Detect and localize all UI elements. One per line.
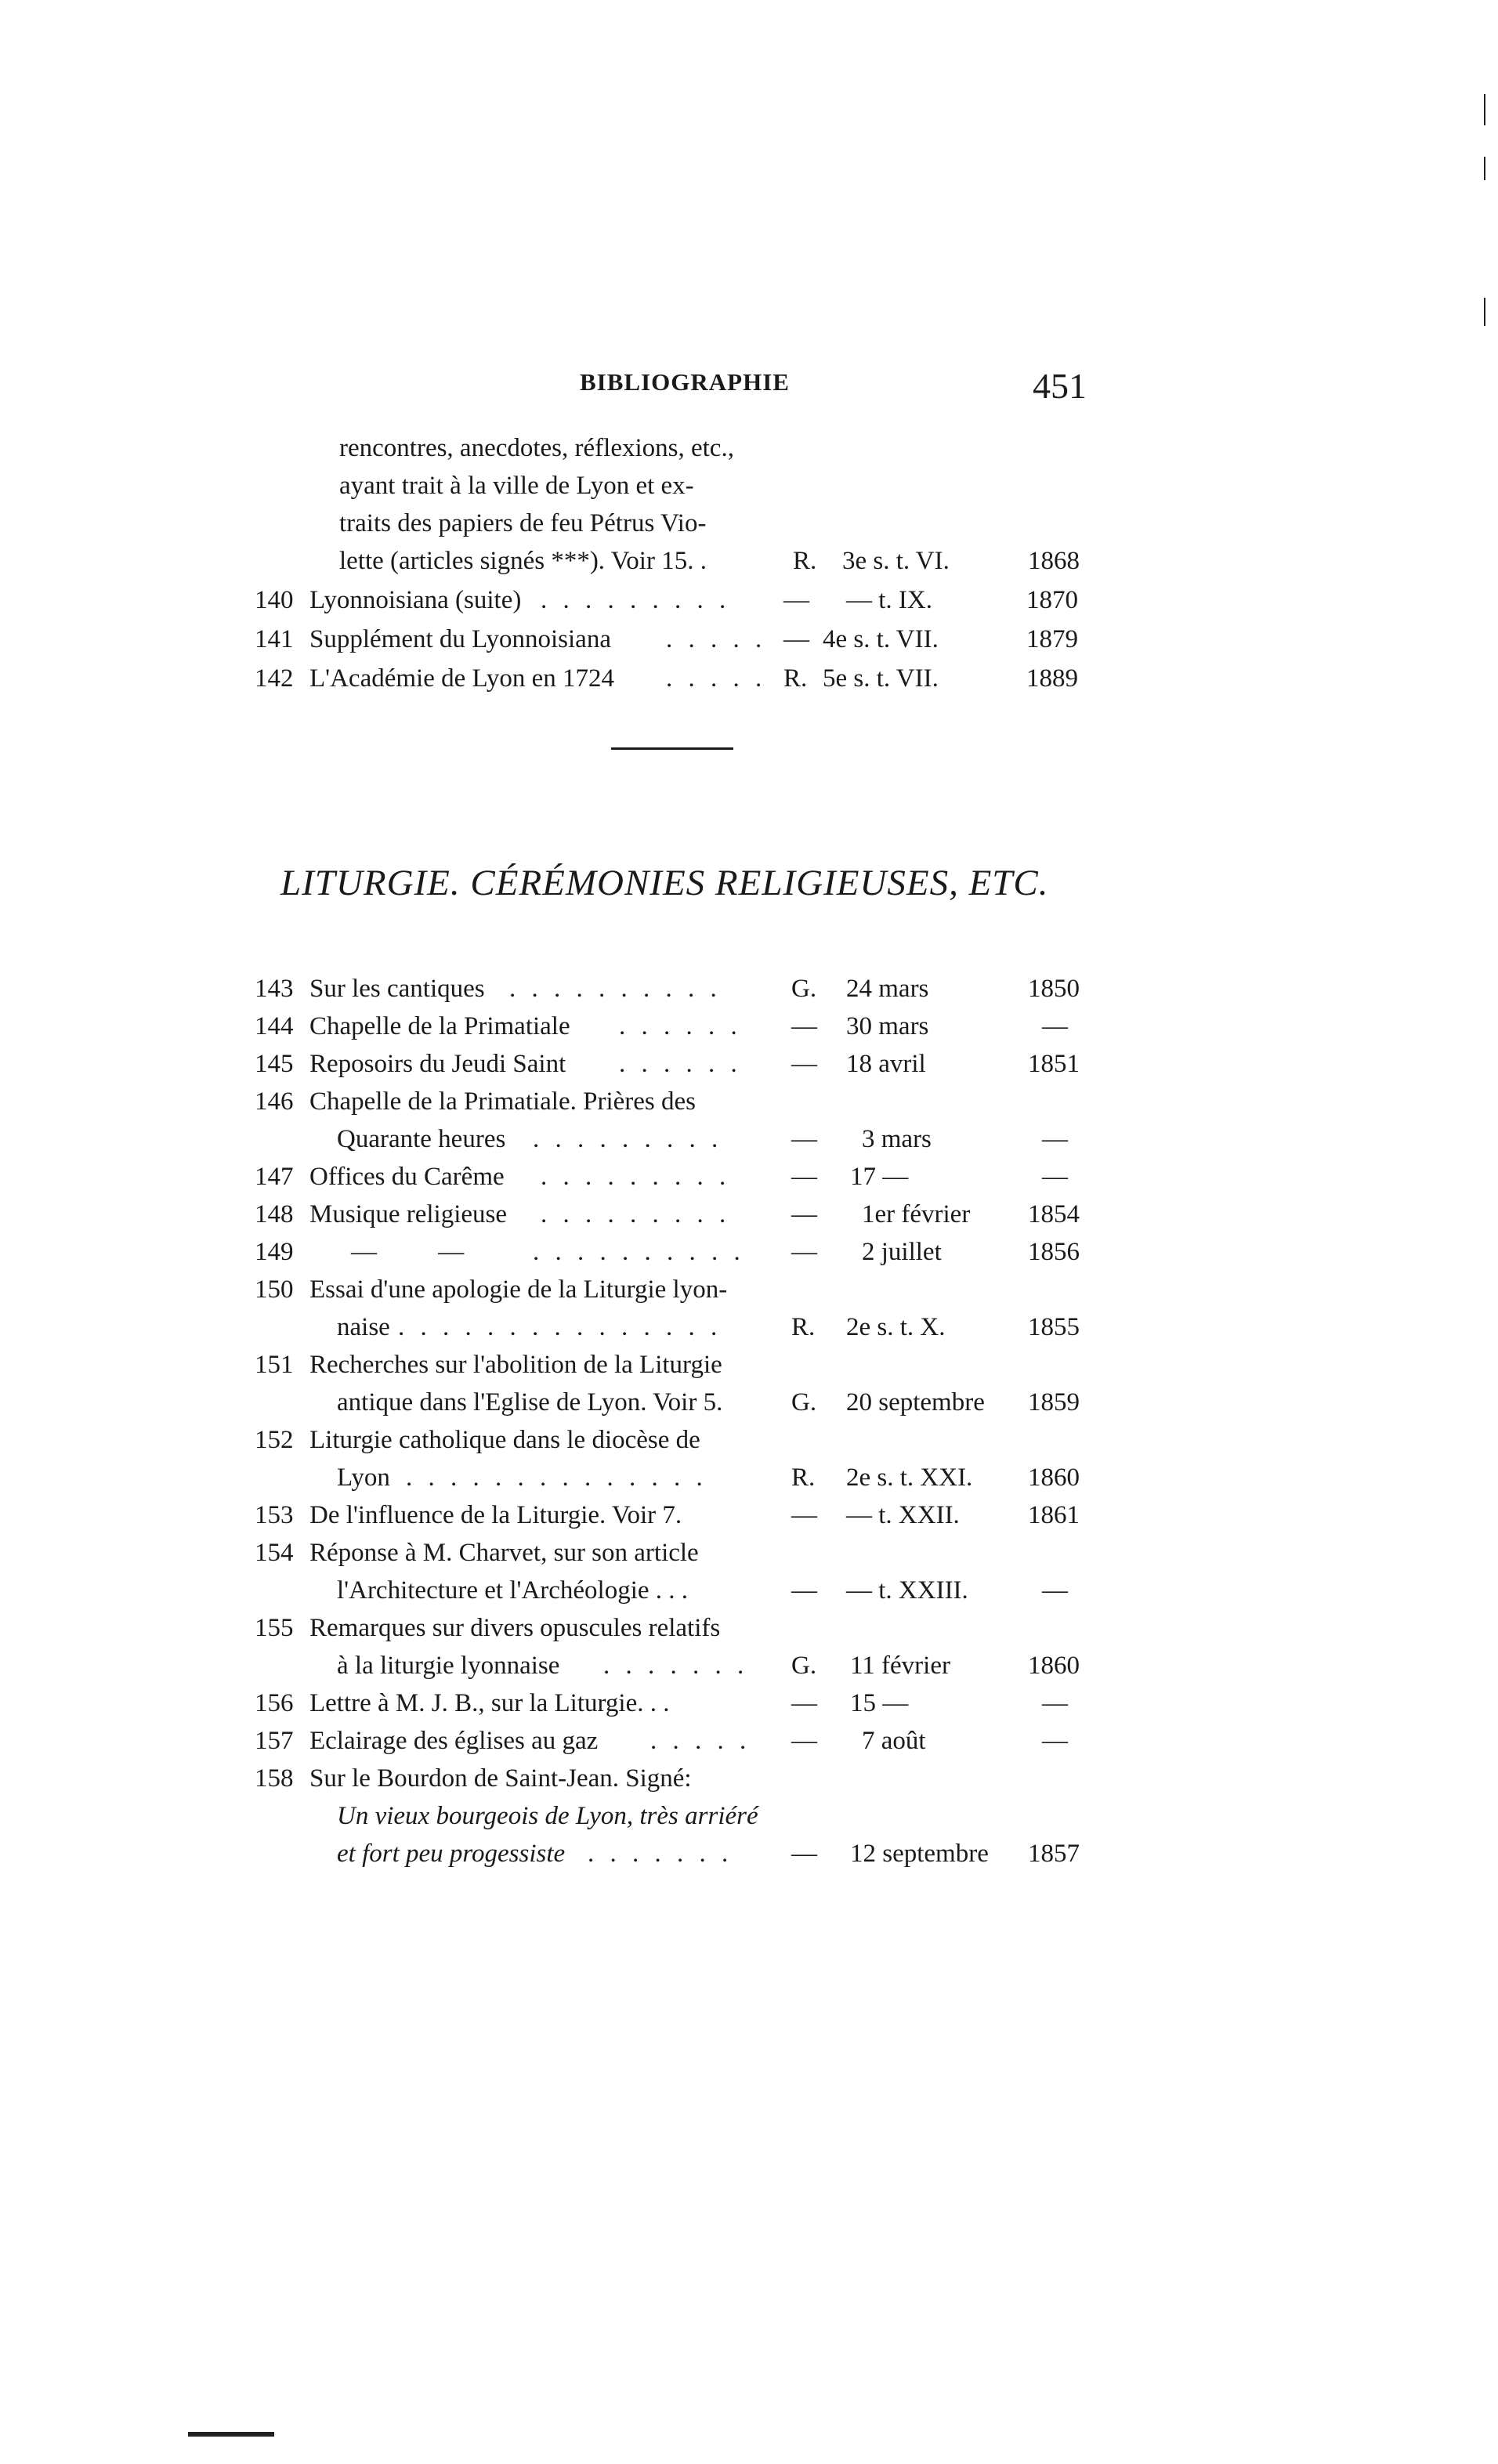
- entry-source: —: [791, 1200, 817, 1228]
- entry-source: —: [791, 1125, 817, 1153]
- entry-number: 152: [255, 1426, 294, 1454]
- entry-title: Sur le Bourdon de Saint-Jean. Signé:: [309, 1764, 692, 1793]
- entry-date: 20 septembre: [846, 1388, 985, 1417]
- entry-source: —: [791, 1727, 817, 1755]
- entry-number: 153: [255, 1501, 294, 1529]
- entry-number: 145: [255, 1050, 294, 1078]
- leader-dots: . . . . . .: [619, 1050, 742, 1078]
- entry-year: —: [1042, 1727, 1068, 1755]
- entry-source: —: [791, 1576, 817, 1605]
- scan-artifact: [1484, 157, 1485, 180]
- leader-dots: . . . . .: [666, 664, 767, 693]
- entry-source: G.: [791, 1652, 817, 1680]
- entry-number: 146: [255, 1087, 294, 1116]
- entry-volume: — t. IX.: [846, 586, 932, 614]
- entry-year: 1879: [1026, 625, 1078, 653]
- entry-year: —: [1042, 1576, 1068, 1605]
- page-number: 451: [1033, 366, 1087, 406]
- leader-dots: . . . . .: [666, 625, 767, 653]
- entry-title: Chapelle de la Primatiale: [309, 1012, 570, 1040]
- entry-title-continued: à la liturgie lyonnaise: [337, 1652, 560, 1680]
- scan-artifact: [1484, 94, 1485, 125]
- entry-title: Liturgie catholique dans le diocèse de: [309, 1426, 700, 1454]
- entry-source: —: [791, 1840, 817, 1868]
- entry-date: 3 mars: [862, 1125, 932, 1153]
- entry-source: —: [783, 586, 809, 614]
- section-divider: [611, 747, 733, 750]
- entry-title-continued: antique dans l'Eglise de Lyon. Voir 5.: [337, 1388, 723, 1417]
- entry-title: Essai d'une apologie de la Liturgie lyon-: [309, 1275, 728, 1304]
- entry-title-continued: naise: [337, 1313, 390, 1341]
- entry-date: 1er février: [862, 1200, 971, 1228]
- entry-year: 1861: [1028, 1501, 1080, 1529]
- entry-year: —: [1042, 1012, 1068, 1040]
- entry-year: 1860: [1028, 1464, 1080, 1492]
- entry-number: 154: [255, 1539, 294, 1567]
- entry-volume: 5e s. t. VII.: [823, 664, 939, 693]
- entry-title: Sur les cantiques: [309, 975, 485, 1003]
- entry-year: —: [1042, 1689, 1068, 1717]
- entry-year: 1855: [1028, 1313, 1080, 1341]
- entry-number: 149: [255, 1238, 294, 1266]
- leader-dots: . . . . . .: [619, 1012, 742, 1040]
- entry-number: 151: [255, 1351, 294, 1379]
- entry-title-continued: Lyon: [337, 1464, 390, 1492]
- entry-title: De l'influence de la Liturgie. Voir 7.: [309, 1501, 682, 1529]
- continuation-line: traits des papiers de feu Pétrus Vio-: [339, 509, 707, 537]
- entry-year: 1859: [1028, 1388, 1080, 1417]
- entry-date: 2 juillet: [862, 1238, 942, 1266]
- entry-title: L'Académie de Lyon en 1724: [309, 664, 614, 693]
- entry-date: 18 avril: [846, 1050, 926, 1078]
- entry-date: 30 mars: [846, 1012, 929, 1040]
- entry-number: 143: [255, 975, 294, 1003]
- leader-dots: . . . . . . . . . .: [533, 1238, 745, 1266]
- entry-source: —: [791, 1238, 817, 1266]
- continuation-line: lette (articles signés ***). Voir 15. .: [339, 547, 707, 575]
- entry-title: Remarques sur divers opuscules relatifs: [309, 1614, 721, 1642]
- entry-source: R.: [793, 547, 817, 575]
- entry-title-continued: Quarante heures: [337, 1125, 506, 1153]
- entry-date: 2e s. t. X.: [846, 1313, 946, 1341]
- entry-date: — t. XXII.: [846, 1501, 960, 1529]
- entry-number: 155: [255, 1614, 294, 1642]
- entry-date: 7 août: [862, 1727, 926, 1755]
- entry-number: 148: [255, 1200, 294, 1228]
- section-title: LITURGIE. CÉRÉMONIES RELIGIEUSES, ETC.: [280, 863, 1049, 903]
- entry-title: Lyonnoisiana (suite): [309, 586, 522, 614]
- leader-dots: . . . . . . . . . . . . . .: [406, 1464, 707, 1492]
- entry-year: 1889: [1026, 664, 1078, 693]
- entry-title: Eclairage des églises au gaz: [309, 1727, 599, 1755]
- entry-source: —: [783, 625, 809, 653]
- leader-dots: . . . . . . . . .: [533, 1125, 723, 1153]
- leader-dots: . . . . . . . . .: [541, 1200, 731, 1228]
- entry-number: 144: [255, 1012, 294, 1040]
- entry-title: — —: [351, 1238, 465, 1266]
- entry-source: —: [791, 1163, 817, 1191]
- entry-number: 142: [255, 664, 294, 693]
- leader-dots: . . . . . . . . .: [541, 1163, 731, 1191]
- entry-source: —: [791, 1501, 817, 1529]
- entry-source: —: [791, 1689, 817, 1717]
- running-head: BIBLIOGRAPHIE: [580, 368, 790, 396]
- entry-volume: 3e s. t. VI.: [842, 547, 950, 575]
- entry-title-continued: Un vieux bourgeois de Lyon, très arriéré: [337, 1802, 758, 1830]
- entry-year: 1857: [1028, 1840, 1080, 1868]
- entry-year: —: [1042, 1163, 1068, 1191]
- leader-dots: . . . . . . . . . . . . . . .: [398, 1313, 722, 1341]
- entry-date: 11 février: [850, 1652, 950, 1680]
- leader-dots: . . . . . . .: [603, 1652, 749, 1680]
- entry-source: R.: [791, 1464, 816, 1492]
- leader-dots: . . . . . . . . . .: [509, 975, 722, 1003]
- entry-number: 147: [255, 1163, 294, 1191]
- entry-source: G.: [791, 1388, 817, 1417]
- entry-source: R.: [783, 664, 808, 693]
- entry-year: 1870: [1026, 586, 1078, 614]
- entry-date: 17 —: [850, 1163, 909, 1191]
- entry-date: — t. XXIII.: [846, 1576, 968, 1605]
- entry-source: R.: [791, 1313, 816, 1341]
- entry-title: Chapelle de la Primatiale. Prières des: [309, 1087, 697, 1116]
- entry-year: 1860: [1028, 1652, 1080, 1680]
- entry-date: 12 septembre: [850, 1840, 989, 1868]
- leader-dots: . . . . . . .: [588, 1840, 733, 1868]
- entry-number: 157: [255, 1727, 294, 1755]
- entry-title: Reposoirs du Jeudi Saint: [309, 1050, 566, 1078]
- entry-volume: 4e s. t. VII.: [823, 625, 939, 653]
- leader-dots: . . . . .: [650, 1727, 751, 1755]
- scan-artifact: [1484, 298, 1485, 326]
- entry-title: Lettre à M. J. B., sur la Liturgie. . .: [309, 1689, 670, 1717]
- leader-dots: . . . . . . . . .: [541, 586, 731, 614]
- entry-year: 1850: [1028, 975, 1080, 1003]
- entry-title-continued: l'Architecture et l'Archéologie . . .: [337, 1576, 689, 1605]
- entry-number: 156: [255, 1689, 294, 1717]
- entry-number: 150: [255, 1275, 294, 1304]
- continuation-line: ayant trait à la ville de Lyon et ex-: [339, 472, 694, 500]
- entry-title: Offices du Carême: [309, 1163, 505, 1191]
- entry-number: 140: [255, 586, 294, 614]
- entry-title: Réponse à M. Charvet, sur son article: [309, 1539, 699, 1567]
- entry-year: 1856: [1028, 1238, 1080, 1266]
- entry-title: Musique religieuse: [309, 1200, 508, 1228]
- entry-title-continued: et fort peu progessiste: [337, 1840, 566, 1868]
- entry-year: 1854: [1028, 1200, 1080, 1228]
- entry-number: 141: [255, 625, 294, 653]
- entry-source: G.: [791, 975, 817, 1003]
- entry-year: 1851: [1028, 1050, 1080, 1078]
- entry-year: 1868: [1028, 547, 1080, 575]
- entry-title: Supplément du Lyonnoisiana: [309, 625, 611, 653]
- entry-year: —: [1042, 1125, 1068, 1153]
- entry-date: 15 —: [850, 1689, 909, 1717]
- entry-source: —: [791, 1012, 817, 1040]
- entry-number: 158: [255, 1764, 294, 1793]
- entry-source: —: [791, 1050, 817, 1078]
- entry-date: 24 mars: [846, 975, 929, 1003]
- entry-title: Recherches sur l'abolition de la Liturgie: [309, 1351, 722, 1379]
- scan-artifact: [188, 2432, 274, 2437]
- entry-date: 2e s. t. XXI.: [846, 1464, 973, 1492]
- continuation-line: rencontres, anecdotes, réflexions, etc.,: [339, 434, 734, 462]
